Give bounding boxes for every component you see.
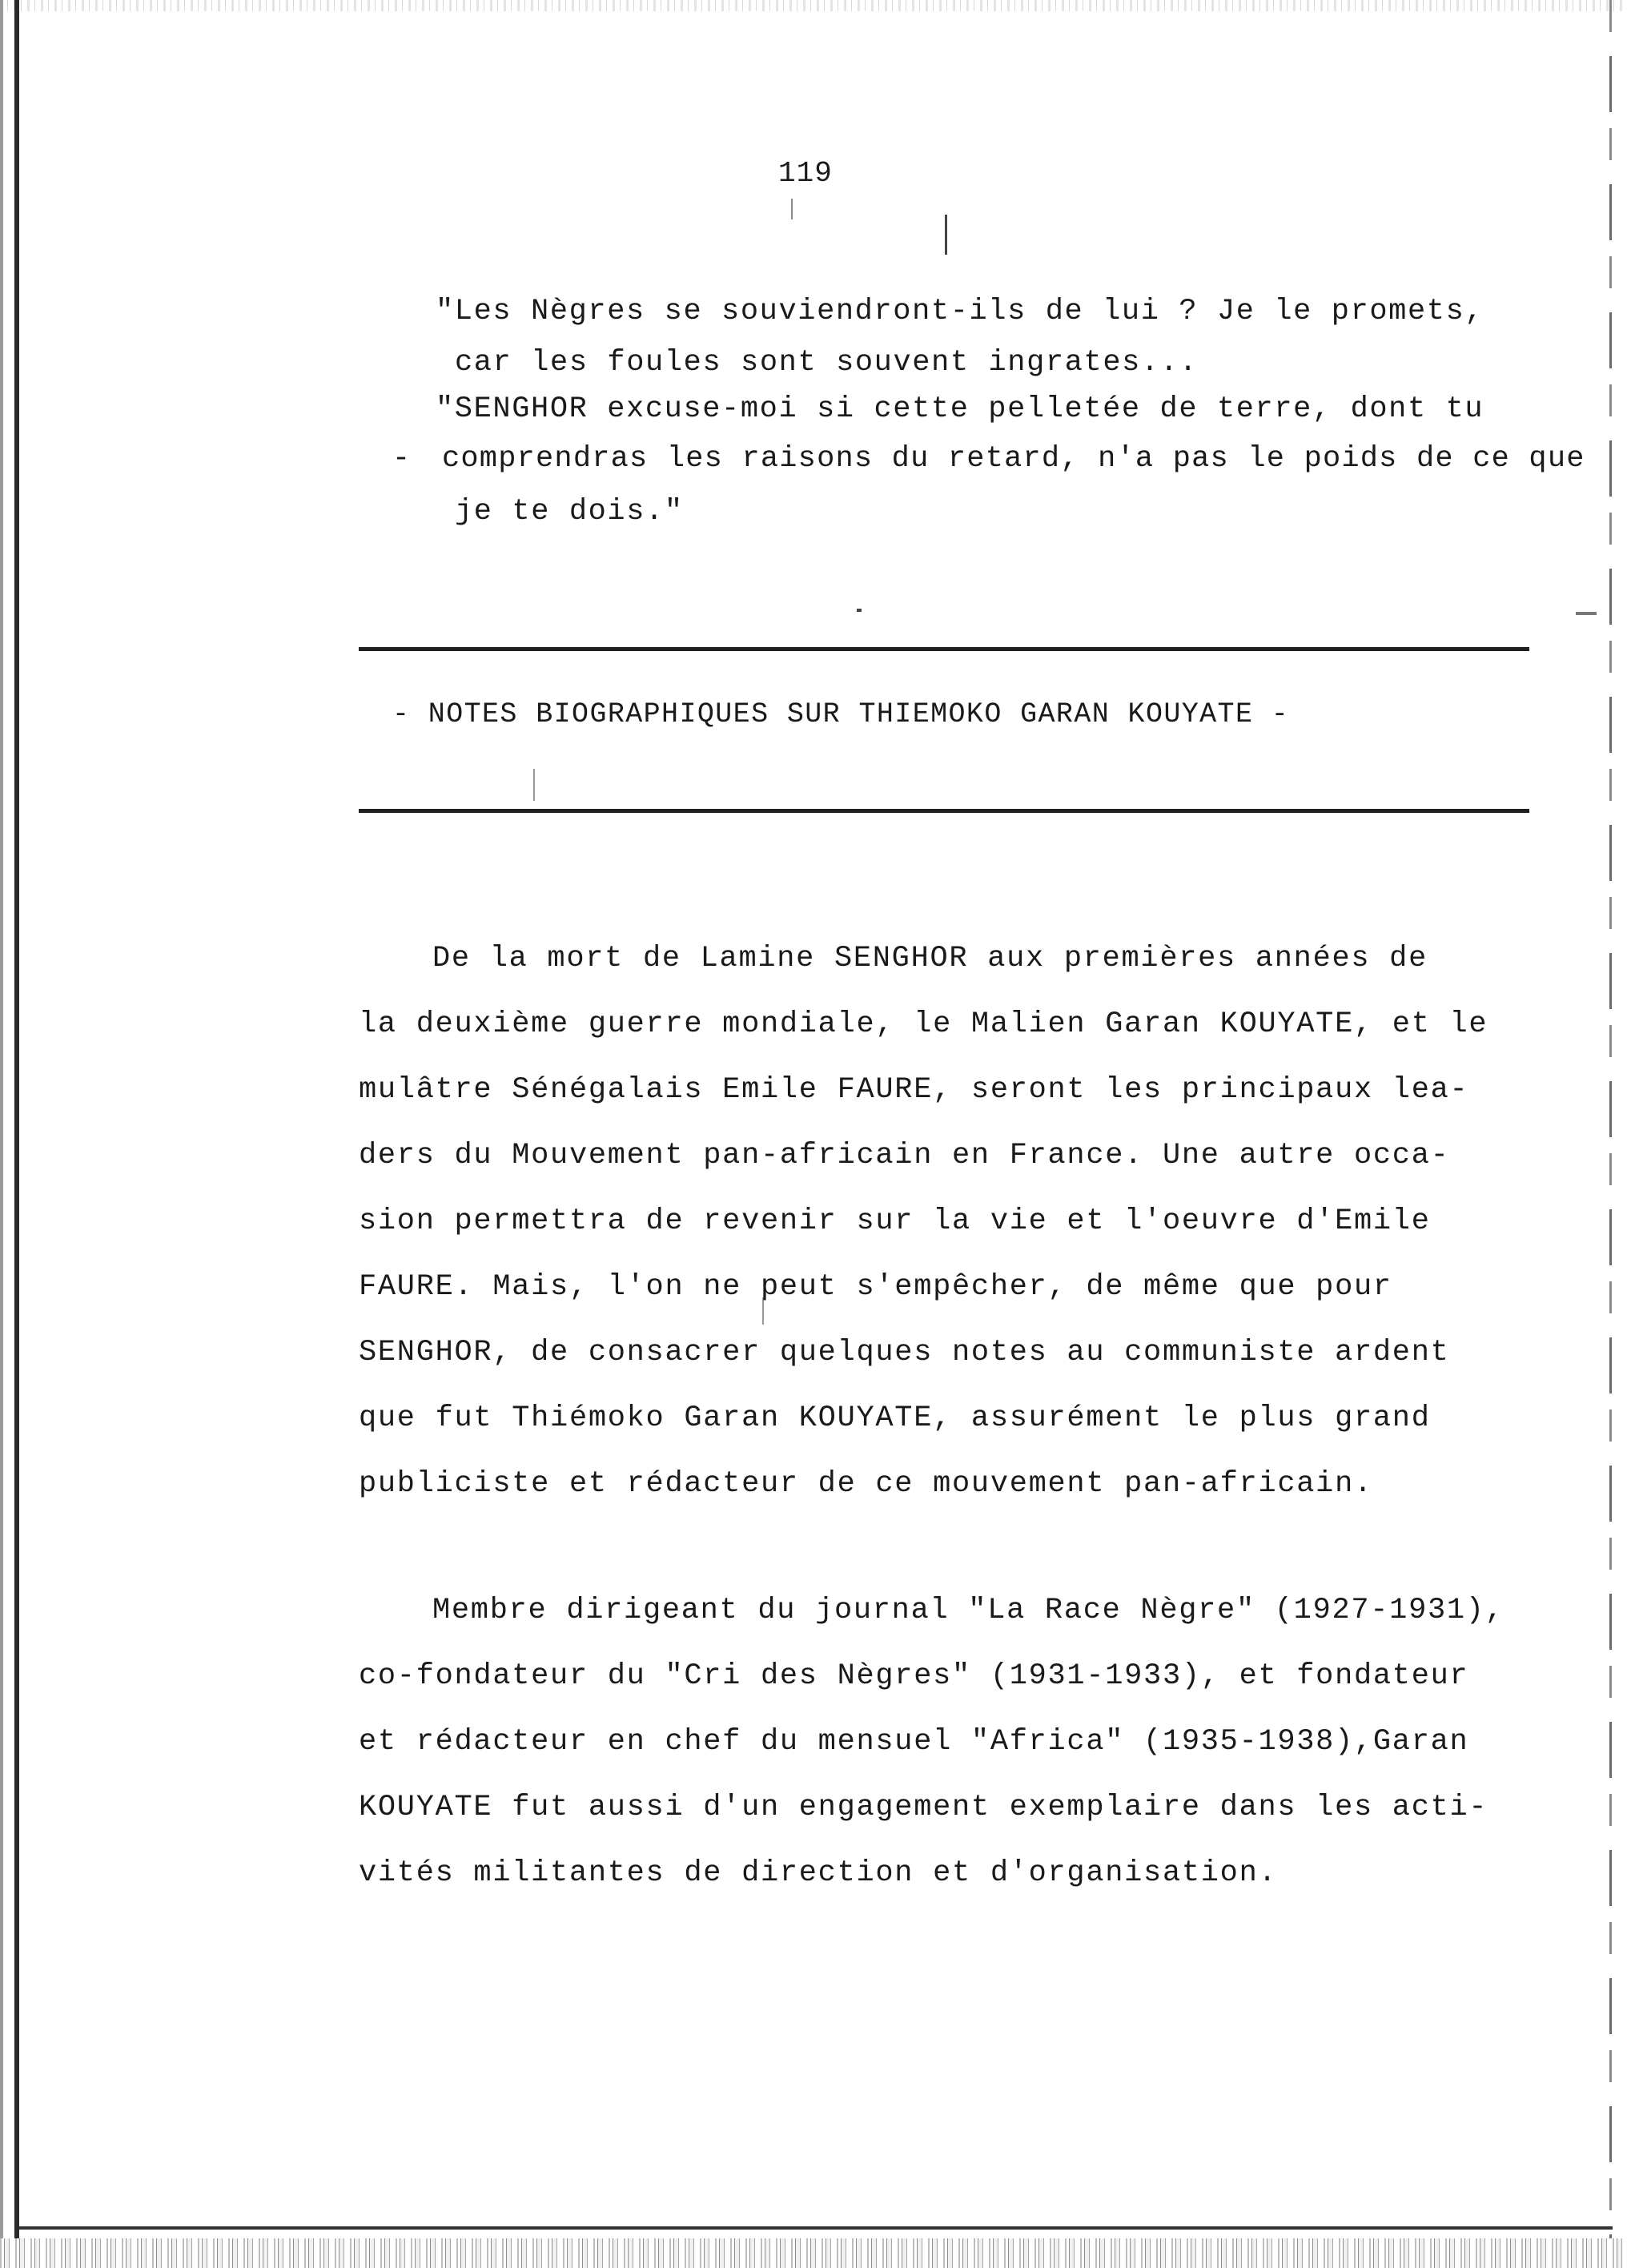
scan-speck — [857, 609, 862, 612]
paragraph-line: sion permettra de revenir sur la vie et l'oeuvre d'Emile — [359, 1204, 1431, 1238]
paragraph-line: KOUYATE fut aussi d'un engagement exemplaire dans les acti- — [359, 1791, 1488, 1824]
scan-bottom-noise — [0, 2238, 1627, 2268]
paragraph-line: ders du Mouvement pan-africain en France. Une autre occa- — [359, 1139, 1450, 1172]
paragraph-line: que fut Thiémoko Garan KOUYATE, assurément le plus grand — [359, 1401, 1431, 1435]
heading-rule-top — [359, 647, 1529, 651]
scan-speck — [945, 215, 947, 255]
scan-top-noise — [0, 0, 1627, 11]
paragraph-line: FAURE. Mais, l'on ne peut s'empêcher, de même que pour — [359, 1270, 1392, 1304]
scan-right-edge — [1609, 0, 1612, 2268]
quote-line: comprendras les raisons du retard, n'a pas le poids de ce que — [442, 442, 1585, 476]
section-heading: - NOTES BIOGRAPHIQUES SUR THIEMOKO GARAN KOUYATE - — [392, 698, 1290, 730]
paragraph-line: SENGHOR, de consacrer quelques notes au communiste ardent — [359, 1336, 1450, 1369]
scan-left-edge — [14, 0, 19, 2268]
quote-margin-dash: - — [392, 442, 412, 476]
paragraph-line: publiciste et rédacteur de ce mouvement pan-africain. — [359, 1467, 1373, 1501]
paragraph-line: et rédacteur en chef du mensuel "Africa" (1935-1938),Garan — [359, 1725, 1469, 1759]
scan-speck — [1576, 612, 1597, 615]
scan-bottom-line — [19, 2226, 1613, 2230]
scan-left-shadow — [0, 0, 3, 2268]
page-number: 119 — [778, 157, 833, 190]
quote-line: car les foules sont souvent ingrates... — [455, 346, 1199, 380]
quote-line: "Les Nègres se souviendront-ils de lui ? Je le promets, — [436, 295, 1484, 328]
scan-speck — [791, 199, 793, 219]
quote-line: je te dois." — [455, 495, 684, 529]
paragraph-line: vités militantes de direction et d'organisation. — [359, 1856, 1278, 1890]
paragraph-line: mulâtre Sénégalais Emile FAURE, seront les principaux lea- — [359, 1073, 1469, 1107]
paragraph-line: Membre dirigeant du journal "La Race Nègre" (1927-1931), — [432, 1594, 1504, 1627]
quote-line: "SENGHOR excuse-moi si cette pelletée de terre, dont tu — [436, 392, 1484, 426]
paragraph-line: co-fondateur du "Cri des Nègres" (1931-1933), et fondateur — [359, 1659, 1469, 1693]
paragraph-line: De la mort de Lamine SENGHOR aux premières années de — [432, 942, 1428, 975]
scan-speck — [533, 769, 535, 801]
paragraph-line: la deuxième guerre mondiale, le Malien Garan KOUYATE, et le — [359, 1007, 1488, 1041]
heading-rule-bottom — [359, 809, 1529, 813]
